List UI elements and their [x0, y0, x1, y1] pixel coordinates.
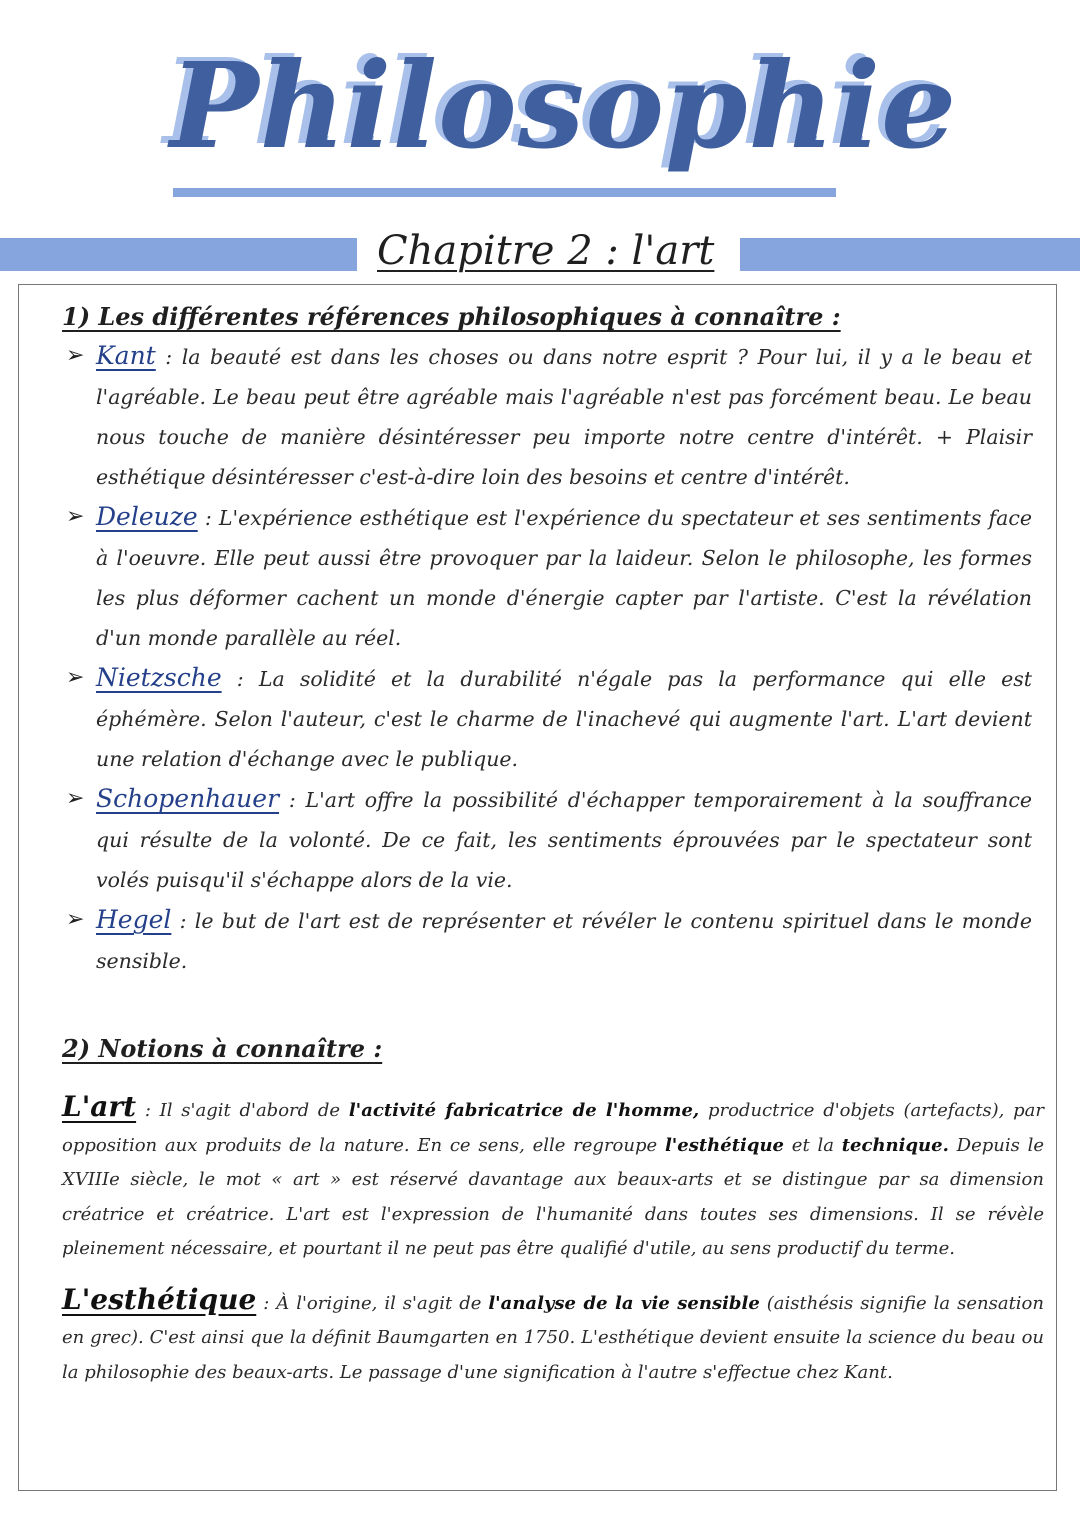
reference-text: L'expérience esthétique est l'expérience du spectateur et ses sentiments face à l'oeuvre. Elle peut aussi être provoquer par la laideur. Selon le philosophe, les formes les plus déformer cachent un monde d'énergie capter par l'artiste. C'est la révélation d'un monde parallèle au réel. [96, 506, 1032, 650]
arrow-bullet-icon: ➢ [66, 665, 85, 690]
colon-separator: : [144, 1100, 160, 1121]
notion-text: À l'origine, il s'agit de [276, 1292, 489, 1314]
section-heading-notions [62, 1030, 1044, 1068]
arrow-bullet-icon: ➢ [66, 786, 85, 811]
reference-text: L'art offre la possibilité d'échapper temporairement à la souffrance qui résulte de la volonté. De ce fait, les sentiments éprouvées par le spectateur sont volés puisqu'il s'échappe alors de la vie. [96, 788, 1032, 892]
notion-art [62, 1090, 1044, 1267]
reference-text: la beauté est dans les choses ou dans notre esprit ? Pour lui, il y a le beau et l'agréable. Le beau peut être agréable mais l'agréable n'est pas forcément beau. Le beau nous touche de manière désintéresser peu importe notre centre d'intérêt. [96, 345, 1032, 449]
reference-text: La solidité et la durabilité n'égale pas la performance qui elle est éphémère. Selon l'auteur, c'est le charme de l'inachevé qui augmente l'art. L'art devient une relation d'échange avec le publique. [96, 667, 1032, 771]
notion-text: (aisthésis signifie la sensation en grec). C'est ainsi que la définit Baumgarten en 1750. L'esthétique devient ensuite la science du beau ou la philosophie des beaux-arts. Le passage d'une signification à l'autre s'effectue chez Kant. [62, 1292, 1044, 1383]
section-heading-text: 2) Notions à connaître : [62, 1034, 383, 1063]
section-heading-references [62, 298, 1032, 336]
colon-separator: : [263, 1292, 277, 1314]
notion-esthetique [62, 1283, 1044, 1391]
colon-separator: : [236, 667, 259, 691]
colon-separator: : [179, 909, 195, 933]
chapter-band-left [0, 238, 357, 271]
reference-list [62, 336, 1032, 981]
chapter-title: Chapitre 2 : l'art [377, 228, 715, 274]
notion-term: L'art [62, 1090, 137, 1123]
notion-highlight: l'analyse de la vie sensible [488, 1292, 760, 1314]
reference-name: Kant [96, 341, 156, 370]
reference-name: Nietzsche [96, 663, 222, 692]
reference-text: le but de l'art est de représenter et révéler le contenu spirituel dans le monde sensible. [96, 909, 1032, 973]
page-title: Philosophie [170, 36, 958, 175]
notion-highlight: l'activité fabricatrice de l'homme, [348, 1100, 700, 1121]
colon-separator: : [204, 506, 219, 530]
reference-name: Schopenhauer [96, 784, 280, 813]
colon-separator: : [165, 345, 182, 369]
reference-deleuze [62, 497, 1032, 658]
chapter-band-right [740, 238, 1080, 271]
notion-term: L'esthétique [62, 1282, 257, 1316]
notion-text: Depuis le XVIIIe siècle, le mot « art » est réservé davantage aux beaux-arts et se distingue par sa dimension créatrice et créatrice. L'art est l'expression de l'humanité dans toutes ses dimensions. Il se révèle pleinement nécessaire, et pourtant il ne peut pas être qualifié d'utile, au sens productif du terme. [62, 1134, 1045, 1259]
reference-kant [62, 336, 1032, 497]
title-underline [173, 188, 836, 197]
reference-schopenhauer [62, 779, 1032, 900]
arrow-bullet-icon: ➢ [66, 907, 85, 932]
arrow-bullet-icon: ➢ [66, 504, 85, 529]
colon-separator: : [288, 788, 306, 812]
section-notions [62, 1030, 1044, 1390]
reference-name: Hegel [96, 905, 172, 934]
arrow-bullet-icon: ➢ [66, 343, 85, 368]
notion-highlight: l'esthétique [664, 1134, 785, 1156]
section-references [62, 298, 1032, 981]
notion-highlight: technique. [841, 1134, 949, 1156]
reference-extra: + Plaisir esthétique désintéresser c'est-à-dire loin des besoins et centre d'intérêt. [96, 425, 1032, 489]
section-heading-text: 1) Les différentes références philosophiques à connaître : [62, 302, 841, 331]
notion-text: et la [784, 1134, 842, 1156]
reference-nietzsche [62, 658, 1032, 779]
notion-text: productrice d'objets (artefacts), par opposition aux produits de la nature. En ce sens, elle regroupe [62, 1100, 1045, 1156]
notion-text: Il s'agit d'abord de [159, 1100, 349, 1121]
reference-name: Deleuze [96, 502, 198, 531]
reference-hegel [62, 900, 1032, 981]
title-area [160, 30, 958, 200]
